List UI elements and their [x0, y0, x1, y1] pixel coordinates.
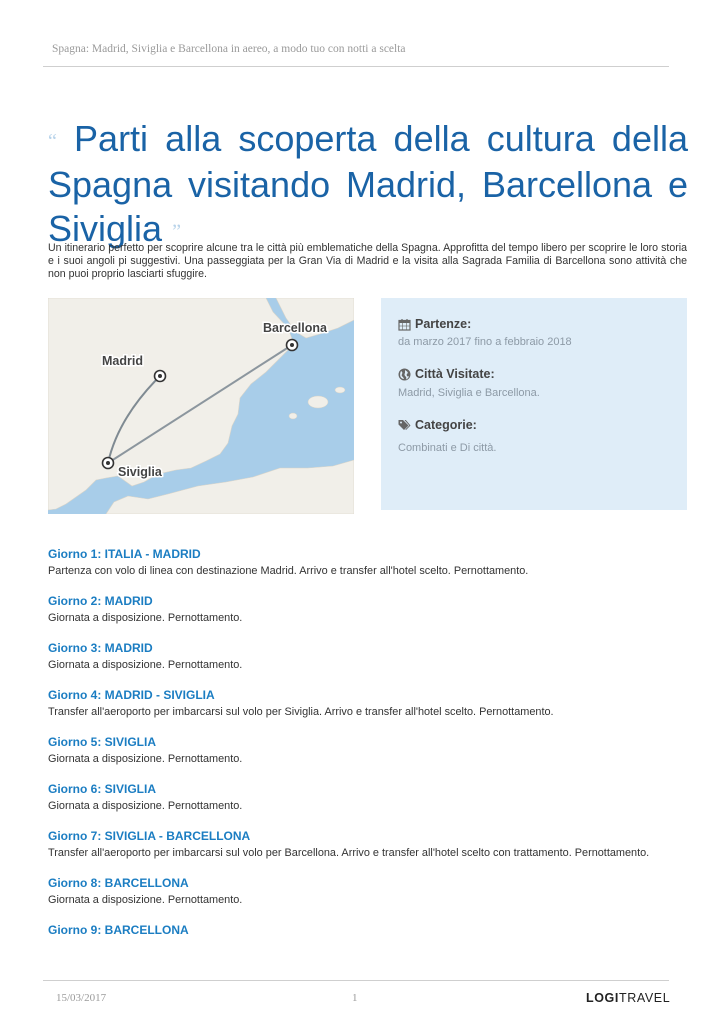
- open-quote-icon: “: [48, 130, 57, 153]
- day-description: Transfer all'aeroporto per imbarcarsi sul volo per Siviglia. Arrivo e transfer all'hotel scelto. Pernottamento.: [48, 706, 554, 718]
- day-item-8: [48, 876, 242, 907]
- day-description: Partenza con volo di linea con destinazione Madrid. Arrivo e transfer all'hotel scelto. Pernottamento.: [48, 565, 529, 577]
- partenze-label: Partenze:: [415, 317, 472, 331]
- logitravel-logo: [586, 991, 670, 1005]
- document-header: Spagna: Madrid, Siviglia e Barcellona in aereo, a modo tuo con notti a scelta: [52, 43, 406, 55]
- marker-siviglia: [103, 458, 114, 469]
- categorie-heading: [398, 418, 477, 432]
- map-label-barcellona: Barcellona: [263, 321, 327, 335]
- map-label-siviglia: Siviglia: [118, 465, 162, 479]
- title-text: Parti alla scoperta della cultura della Spagna visitando Madrid, Barcellona e Siviglia: [48, 118, 688, 250]
- day-title: Giorno 8: BARCELLONA: [48, 876, 189, 890]
- map-island-menorca: [335, 387, 345, 393]
- close-quote-icon: ”: [172, 220, 181, 243]
- day-description: Giornata a disposizione. Pernottamento.: [48, 800, 243, 812]
- page-title: [48, 117, 688, 254]
- citta-value: Madrid, Siviglia e Barcellona.: [398, 387, 540, 399]
- footer-date: 15/03/2017: [56, 992, 107, 1004]
- day-item-4: [48, 688, 554, 719]
- marker-madrid: [155, 371, 166, 382]
- day-title: Giorno 7: SIVIGLIA - BARCELLONA: [48, 829, 251, 843]
- globe-icon: [398, 368, 411, 381]
- day-title: Giorno 2: MADRID: [48, 594, 153, 608]
- map-island-ibiza: [289, 413, 297, 419]
- day-title: Giorno 9: BARCELLONA: [48, 923, 189, 937]
- day-description: Giornata a disposizione. Pernottamento.: [48, 612, 243, 624]
- partenze-heading: [398, 317, 471, 331]
- day-item-3: [48, 641, 242, 672]
- categorie-label: Categorie:: [415, 418, 477, 432]
- day-title: Giorno 3: MADRID: [48, 641, 153, 655]
- map-island-mallorca: [308, 396, 328, 408]
- trip-info-panel: [381, 298, 687, 510]
- day-item-1: [48, 547, 528, 578]
- citta-label: Città Visitate:: [415, 367, 495, 381]
- route-map: [48, 298, 354, 514]
- day-title: Giorno 4: MADRID - SIVIGLIA: [48, 688, 215, 702]
- map-label-madrid: Madrid: [102, 354, 143, 368]
- partenze-value: da marzo 2017 fino a febbraio 2018: [398, 336, 572, 348]
- day-description: Giornata a disposizione. Pernottamento.: [48, 894, 243, 906]
- logo-rest-part: TRAVEL: [618, 991, 671, 1005]
- day-item-7: [48, 829, 649, 860]
- logo-bold-part: LOGI: [586, 991, 619, 1005]
- tags-icon: [398, 419, 411, 432]
- day-title: Giorno 6: SIVIGLIA: [48, 782, 157, 796]
- page-number: 1: [352, 992, 358, 1004]
- calendar-icon: [398, 318, 411, 331]
- day-item-5: [48, 735, 242, 766]
- categorie-value: Combinati e Di città.: [398, 442, 497, 454]
- day-description: Transfer all'aeroporto per imbarcarsi sul volo per Barcellona. Arrivo e transfer all'hotel scelto con trattamento. Pernottamento.: [48, 847, 650, 859]
- footer-divider: [43, 980, 669, 981]
- day-description: Giornata a disposizione. Pernottamento.: [48, 753, 243, 765]
- intro-paragraph: Un itinerario perfetto per scoprire alcune tra le città più emblematiche della Spagna. Approfitta del tempo libero per scoprire le loro storia e i suoi angoli pi suggestivi. Una passeggiata per la Gran Via di Madrid e la visita alla Sagrada Familia di Barcellona sono attività che non puoi proprio lasciarti sfuggire.: [48, 242, 687, 280]
- marker-barcellona: [287, 340, 298, 351]
- day-title: Giorno 5: SIVIGLIA: [48, 735, 157, 749]
- day-description: Giornata a disposizione. Pernottamento.: [48, 659, 243, 671]
- day-item-9: [48, 923, 189, 938]
- day-title: Giorno 1: ITALIA - MADRID: [48, 547, 201, 561]
- day-item-6: [48, 782, 242, 813]
- header-divider: [43, 66, 669, 67]
- citta-heading: [398, 367, 495, 381]
- day-item-2: [48, 594, 242, 625]
